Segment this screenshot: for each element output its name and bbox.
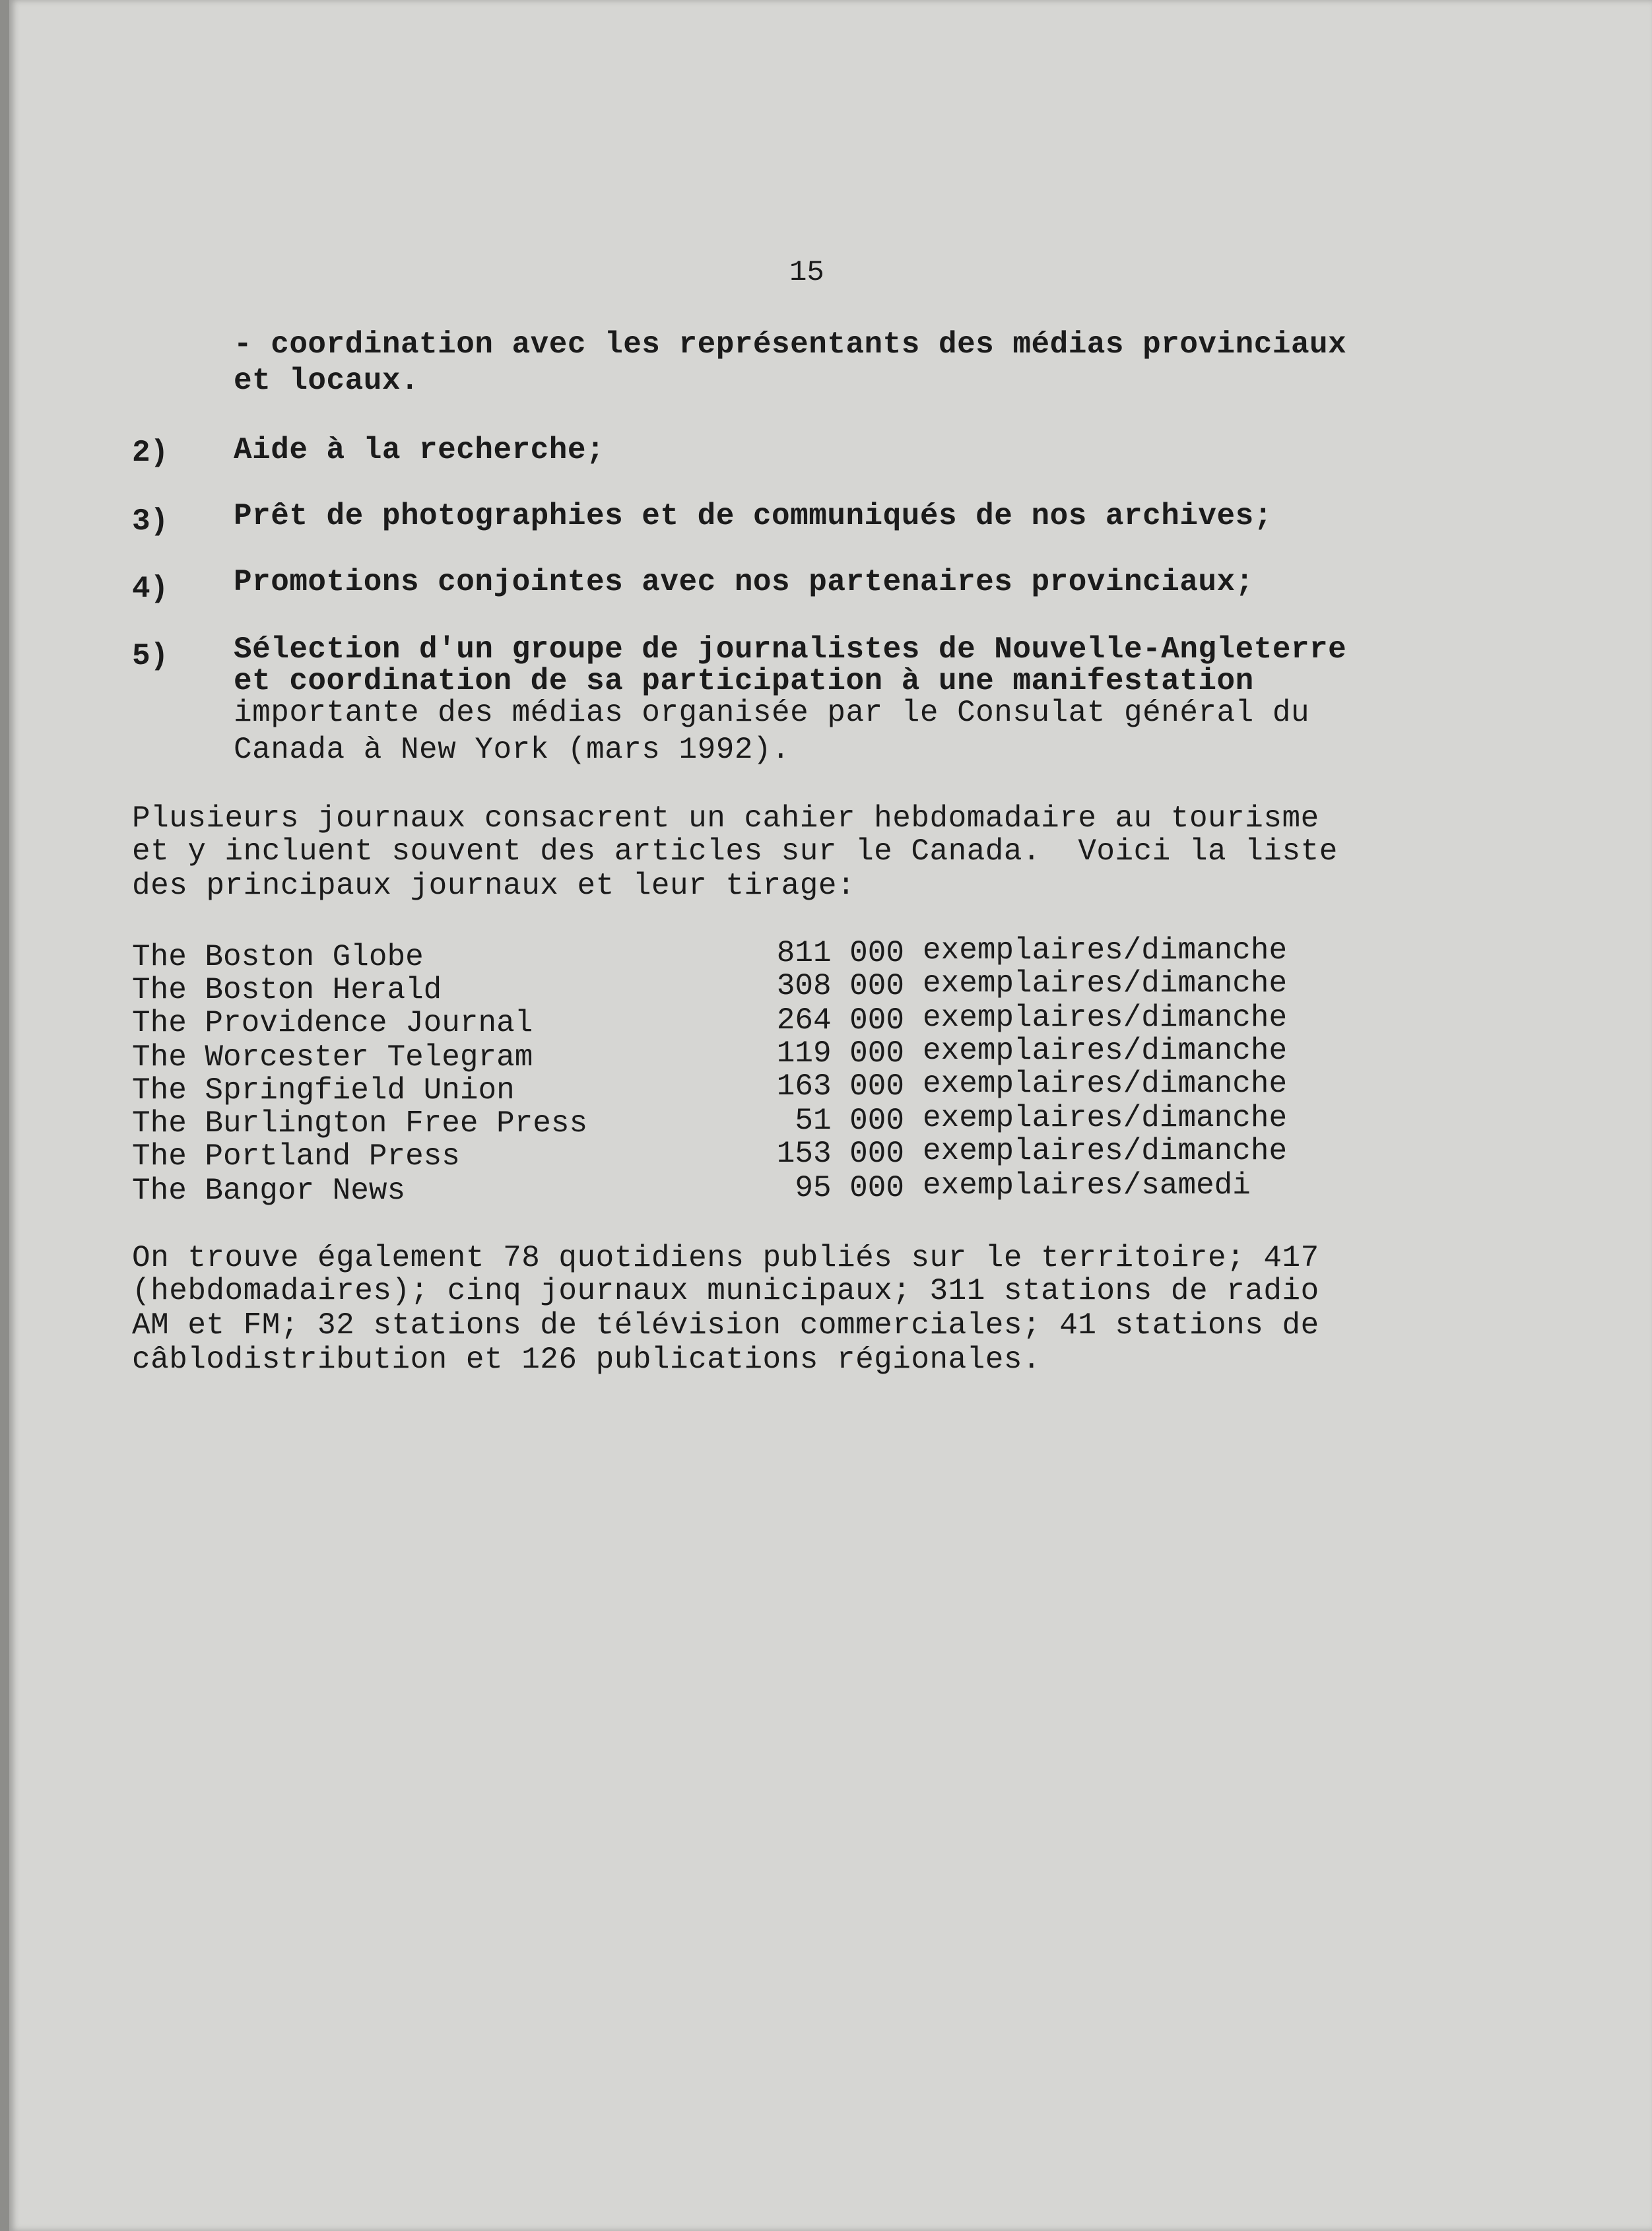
- newspaper-circulation: 264 000: [776, 1003, 904, 1038]
- newspaper-circulation: 51 000: [795, 1104, 904, 1138]
- newspaper-circulation: 119 000: [776, 1036, 904, 1071]
- newspaper-circulation: 308 000: [776, 969, 904, 1003]
- paragraph-line: câblodistribution et 126 publications régionales.: [132, 1343, 1041, 1377]
- newspaper-circulation: 163 000: [776, 1069, 904, 1104]
- newspaper-name: The Worcester Telegram: [132, 1040, 533, 1075]
- list-item-text: Prêt de photographies et de communiqués de nos archives;: [234, 499, 1272, 533]
- list-item-text: Sélection d'un groupe de journalistes de Nouvelle-Angleterre: [234, 632, 1347, 667]
- list-item-number: 5): [132, 639, 169, 673]
- paragraph-line: et y incluent souvent des articles sur le Canada. Voici la liste: [132, 834, 1338, 869]
- newspaper-unit: exemplaires/samedi: [923, 1168, 1251, 1203]
- list-item-text: Canada à New York (mars 1992).: [234, 733, 791, 767]
- list-item-text: Aide à la recherche;: [234, 433, 605, 467]
- list-item-number: 2): [132, 436, 169, 470]
- newspaper-circulation: 811 000: [776, 936, 904, 970]
- paragraph-line: Plusieurs journaux consacrent un cahier hebdomadaire au tourisme: [132, 801, 1319, 836]
- newspaper-unit: exemplaires/dimanche: [923, 1067, 1288, 1101]
- newspaper-name: The Portland Press: [132, 1139, 460, 1174]
- newspaper-unit: exemplaires/dimanche: [923, 1001, 1288, 1035]
- paragraph-line: (hebdomadaires); cinq journaux municipaux; 311 stations de radio: [132, 1274, 1319, 1308]
- list-item-text: importante des médias organisée par le Consulat général du: [234, 696, 1310, 730]
- list-item-text: Promotions conjointes avec nos partenaires provinciaux;: [234, 565, 1254, 599]
- newspaper-unit: exemplaires/dimanche: [923, 1101, 1288, 1135]
- paragraph-line: des principaux journaux et leur tirage:: [132, 869, 856, 903]
- newspaper-circulation: 153 000: [776, 1137, 904, 1171]
- newspaper-unit: exemplaires/dimanche: [923, 1134, 1288, 1168]
- newspaper-unit: exemplaires/dimanche: [923, 1034, 1288, 1068]
- document-page: [9, 0, 1652, 2231]
- newspaper-name: The Bangor News: [132, 1174, 406, 1208]
- newspaper-name: The Springfield Union: [132, 1073, 515, 1108]
- newspaper-unit: exemplaires/dimanche: [923, 933, 1288, 968]
- newspaper-name: The Providence Journal: [132, 1006, 533, 1040]
- list-item-number: 4): [132, 572, 169, 606]
- list-continuation-line: - coordination avec les représentants des médias provinciaux: [234, 327, 1347, 362]
- list-item-number: 3): [132, 504, 169, 539]
- page-number: 15: [789, 256, 824, 289]
- paragraph-line: On trouve également 78 quotidiens publiés sur le territoire; 417: [132, 1241, 1319, 1275]
- newspaper-name: The Boston Globe: [132, 940, 424, 974]
- paragraph-line: AM et FM; 32 stations de télévision commerciales; 41 stations de: [132, 1308, 1319, 1343]
- newspaper-unit: exemplaires/dimanche: [923, 966, 1288, 1001]
- page-edge-shadow: [0, 0, 9, 2231]
- list-continuation-line: et locaux.: [234, 364, 420, 398]
- newspaper-circulation: 95 000: [795, 1171, 904, 1205]
- newspaper-name: The Burlington Free Press: [132, 1106, 588, 1141]
- list-item-text: et coordination de sa participation à une manifestation: [234, 664, 1254, 698]
- newspaper-name: The Boston Herald: [132, 973, 442, 1007]
